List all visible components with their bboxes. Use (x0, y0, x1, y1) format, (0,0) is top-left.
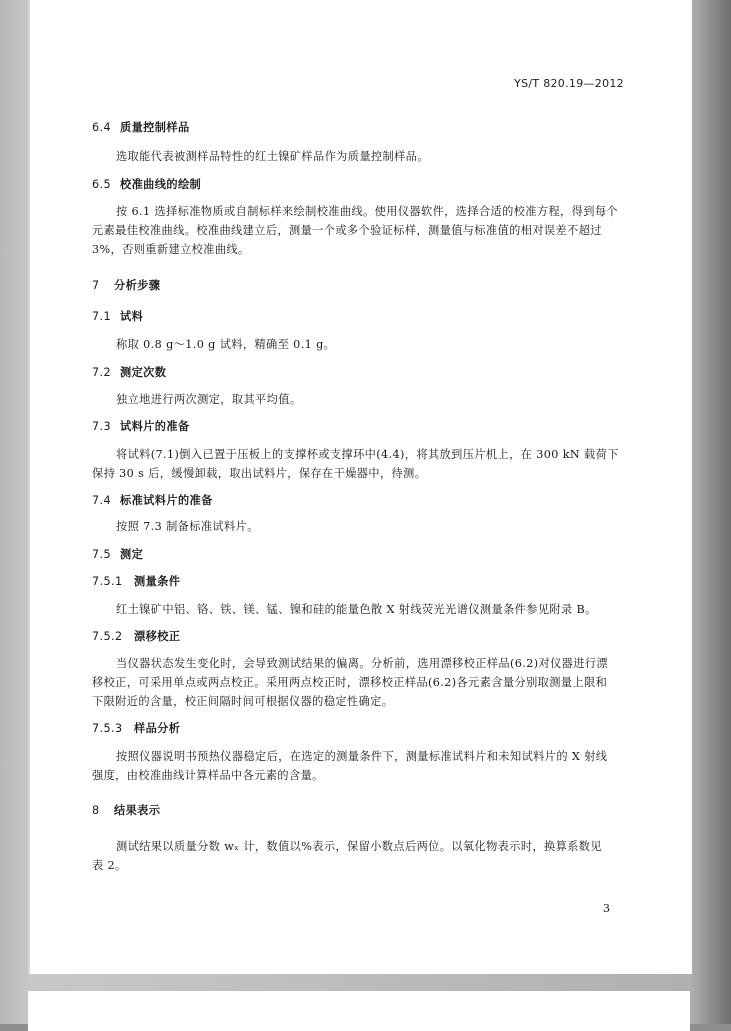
paragraph-line: 保持 30 s 后，缓慢卸载，取出试料片，保存在干燥器中，待测。 (92, 467, 427, 480)
heading-number: 6.4 (92, 121, 111, 134)
paragraph-line: 独立地进行两次测定，取其平均值。 (116, 393, 302, 406)
heading-number: 7 (92, 279, 100, 292)
paragraph-line: 测试结果以质量分数 wₓ 计，数值以%表示，保留小数点后两位。以氧化物表示时，换算系数见 (116, 840, 602, 853)
paragraph-line: 按照仪器说明书预热仪器稳定后，在选定的测量条件下，测量标准试料片和未知试料片的 X 射线 (116, 750, 608, 763)
heading-title: 质量控制样品 (120, 121, 190, 134)
paragraph-line: 元素最佳校准曲线。校准曲线建立后，测量一个或多个验证标样，测量值与标准值的相对误差不超过 (92, 224, 602, 237)
heading-6-4 (92, 121, 692, 135)
heading-title: 测定次数 (120, 366, 167, 379)
heading-7-5-1 (92, 575, 692, 589)
heading-title: 测定 (120, 548, 144, 561)
heading-title: 漂移校正 (134, 630, 181, 643)
document-page (28, 0, 692, 974)
heading-title: 分析步骤 (114, 279, 161, 292)
heading-6-5 (92, 178, 692, 192)
paragraph-line: 红土镍矿中铝、铬、铁、镁、锰、镍和硅的能量色散 X 射线荧光光谱仪测量条件参见附录 B。 (116, 603, 597, 616)
heading-number: 7.2 (92, 366, 111, 379)
heading-7-5-3 (92, 722, 692, 736)
heading-7-1 (92, 310, 692, 324)
heading-number: 7.4 (92, 494, 111, 507)
heading-title: 结果表示 (114, 804, 161, 817)
paragraph-line: 移校正，可采用单点或两点校正。采用两点校正时，漂移校正样品(6.2)各元素含量分别取测量上限和 (92, 676, 608, 689)
standard-code: YS/T 820.19—2012 (514, 77, 624, 90)
heading-7-5 (92, 548, 692, 562)
heading-7-3 (92, 420, 692, 434)
heading-number: 7.5.3 (92, 722, 123, 735)
heading-number: 6.5 (92, 178, 111, 191)
heading-number: 7.5.2 (92, 630, 123, 643)
paragraph-line: 选取能代表被测样品特性的红土镍矿样品作为质量控制样品。 (116, 150, 429, 163)
heading-7-2 (92, 366, 692, 380)
paragraph-line: 表 2。 (92, 859, 127, 872)
next-page-edge (28, 991, 690, 1031)
paragraph-line: 下限附近的含量，校正间隔时间可根据仪器的稳定性确定。 (92, 695, 394, 708)
heading-title: 试料片的准备 (120, 420, 190, 433)
paragraph-line: 当仪器状态发生变化时，会导致测试结果的偏离。分析前，选用漂移校正样品(6.2)对仪器进行漂 (116, 657, 609, 670)
heading-number: 7.5 (92, 548, 111, 561)
heading-7-5-2 (92, 630, 692, 644)
heading-title: 试料 (120, 310, 144, 323)
heading-title: 标准试料片的准备 (120, 494, 213, 507)
paragraph-line: 称取 0.8 g～1.0 g 试料，精确至 0.1 g。 (116, 338, 336, 351)
heading-number: 7.1 (92, 310, 111, 323)
paragraph-line: 3%，否则重新建立校准曲线。 (92, 243, 250, 256)
heading-number: 7.3 (92, 420, 111, 433)
heading-number: 7.5.1 (92, 575, 123, 588)
paragraph-line: 按照 7.3 制备标准试料片。 (116, 520, 259, 533)
paragraph-line: 强度，由校准曲线计算样品中各元素的含量。 (92, 769, 324, 782)
heading-7-4 (92, 494, 692, 508)
heading-title: 校准曲线的绘制 (120, 178, 202, 191)
heading-number: 8 (92, 804, 100, 817)
heading-8 (92, 804, 692, 818)
paragraph-line: 将试料(7.1)倒入已置于压板上的支撑杯或支撑环中(4.4)，将其放到压片机上，在 300 kN 载荷下 (116, 448, 619, 461)
heading-title: 测量条件 (134, 575, 181, 588)
page-number: 3 (603, 902, 610, 915)
paragraph-line: 按 6.1 选择标准物质或自制标样来绘制校准曲线。使用仪器软件，选择合适的校准方程，得到每个 (116, 205, 618, 218)
heading-title: 样品分析 (134, 722, 181, 735)
heading-7 (92, 279, 692, 293)
